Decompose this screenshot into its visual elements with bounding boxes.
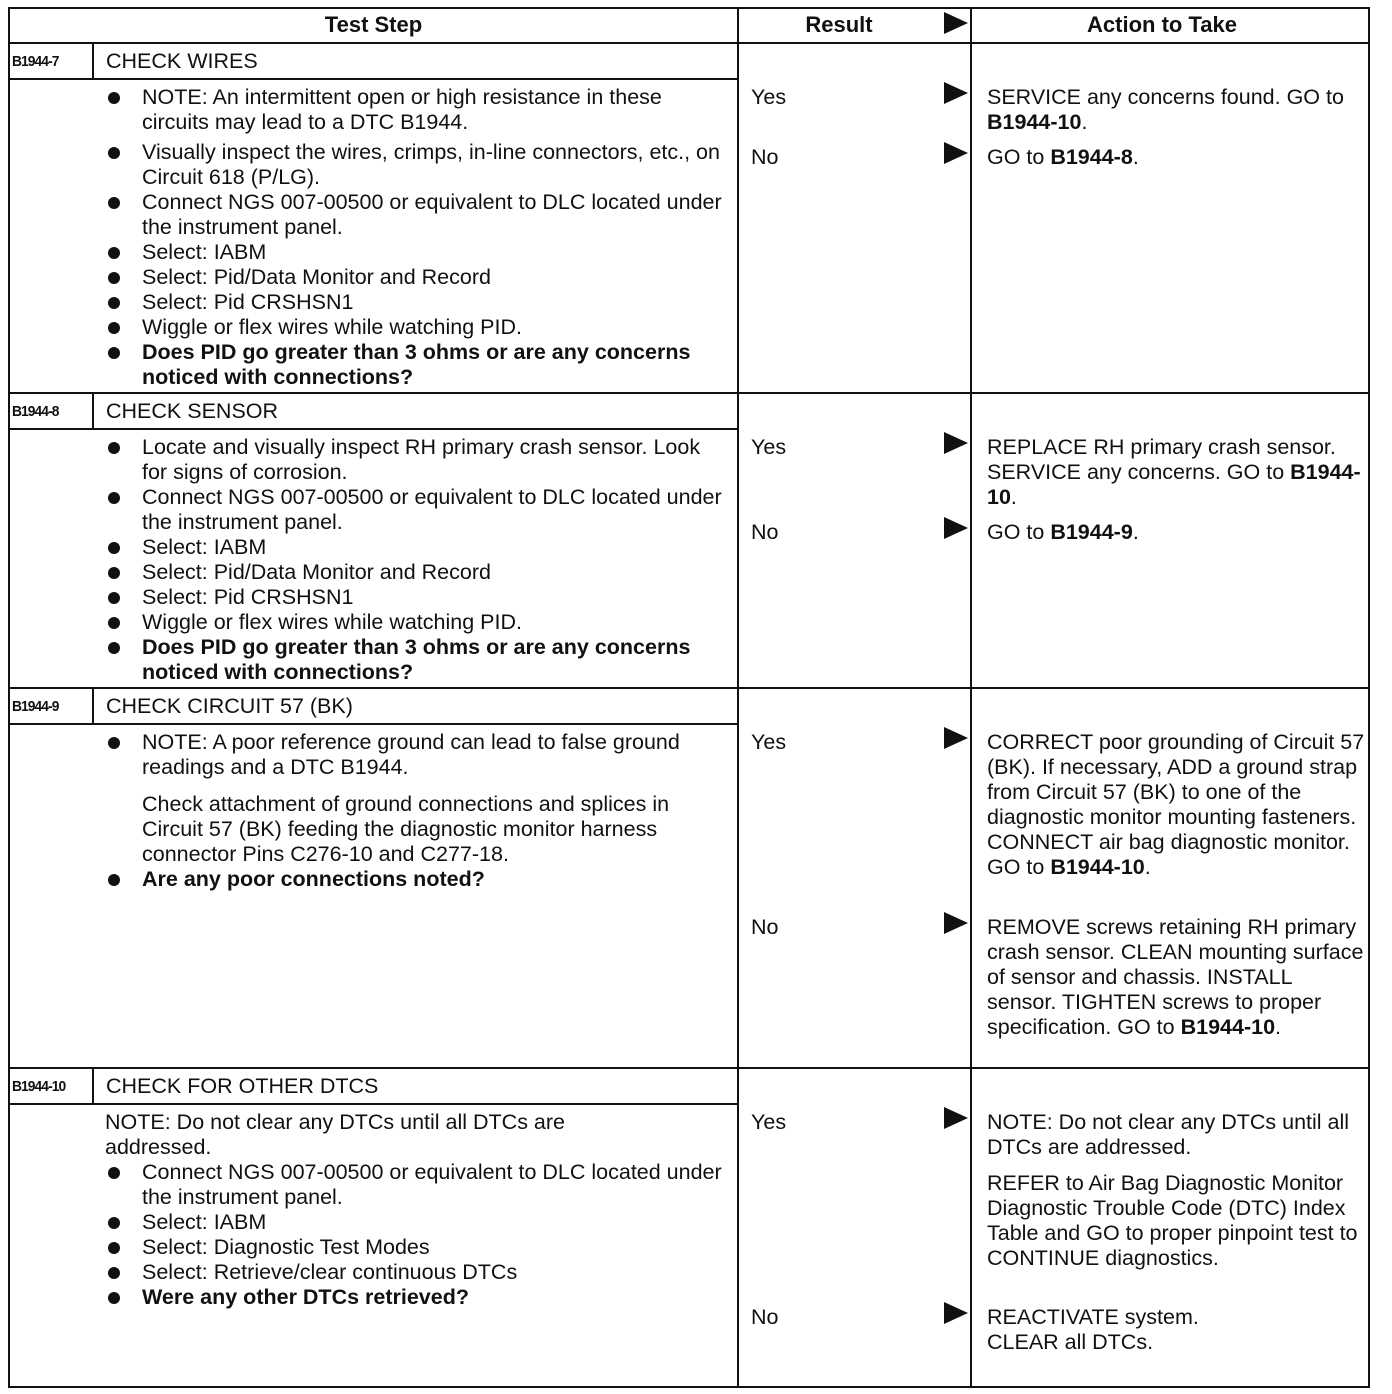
action-text: SERVICE any concerns found. GO to [987,85,1344,109]
step-instructions [105,730,730,892]
action-yes: REPLACE RH primary crash sensor. SERVICE any concerns. GO to B1944-10. [987,435,1361,509]
action-no: GO to B1944-8. [987,145,1139,169]
action-no: REMOVE screws retaining RH primary crash sensor. CLEAN mounting surface of sensor and chassis. INSTALL sensor. TIGHTEN screws to proper specification. GO to B1944-10. [987,915,1364,1039]
action-goto: B1944-10 [987,460,1361,509]
step-title: CHECK CIRCUIT 57 (BK) [106,694,353,718]
action-text: GO to [987,145,1051,169]
action-note: NOTE: Do not clear any DTCs until all DTCs are addressed. [987,1110,1350,1159]
result-arrow-icon [944,727,968,749]
action-yes: SERVICE any concerns found. GO to B1944-10. [987,85,1344,134]
step-code: B1944-8 [12,403,59,420]
step-code-divider [92,394,94,428]
bullet-item: Wiggle or flex wires while watching PID. [105,610,730,635]
step-code: B1944-7 [12,53,59,70]
action-goto: B1944-8 [1050,145,1133,169]
bullet-question: Are any poor connections noted? [105,867,730,892]
table-right-border [1368,7,1370,1388]
action-goto: B1944-9 [1050,520,1133,544]
result-no: No [751,1305,779,1329]
table-bottom-border [8,1386,1370,1388]
bullet-item: Select: Retrieve/clear continuous DTCs [105,1260,730,1285]
bullet-item: Select: Pid CRSHSN1 [105,290,730,315]
step-code-divider [92,1069,94,1103]
result-yes: Yes [751,1110,787,1134]
action-no: GO to B1944-9. [987,520,1139,544]
result-arrow-icon [944,912,968,934]
action-no [987,1305,1247,1366]
action-yes [987,1110,1365,1282]
bullet-question: Does PID go greater than 3 ohms or are any concerns noticed with connections? [105,635,730,685]
bullet-item: Connect NGS 007-00500 or equivalent to DLC located under the instrument panel. [105,190,730,240]
step-code-divider [92,689,94,723]
result-no: No [751,520,779,544]
result-arrow-icon [944,517,968,539]
bullet-item: Select: Pid CRSHSN1 [105,585,730,610]
step-code-divider [92,44,94,78]
result-arrow-icon [944,142,968,164]
header-action: Action to Take [1087,12,1237,37]
column-divider-action [970,7,972,1388]
action-text: GO to [987,520,1051,544]
step-title: CHECK WIRES [106,49,258,73]
result-arrow-icon [944,432,968,454]
action-text: REPLACE RH primary crash sensor. SERVICE any concerns. GO to [987,435,1336,484]
action-yes: CORRECT poor grounding of Circuit 57 (BK). If necessary, ADD a ground strap from Circuit 57 (BK) to one of the diagnostic monitor mounting fasteners. CONNECT air bag diagnostic monitor. GO to B1944-10. [987,730,1365,879]
step-code: B1944-10 [12,1078,66,1095]
result-no: No [751,915,779,939]
bullet-item: NOTE: An intermittent open or high resistance in these circuits may lead to a DTC B1944. [105,85,730,135]
header-result: Result [805,12,873,37]
action-text: REACTIVATE system. CLEAR all DTCs. [987,1305,1199,1354]
result-no: No [751,145,779,169]
step-title: CHECK FOR OTHER DTCS [106,1074,379,1098]
action-text: REFER to Air Bag Diagnostic Monitor Diagnostic Trouble Code (DTC) Index Table and GO to proper pinpoint test to CONTINUE diagnostics. [987,1171,1358,1270]
action-goto: B1944-10 [1180,1015,1276,1039]
result-arrow-icon [944,1302,968,1324]
action-goto: B1944-10 [987,110,1082,134]
bullet-item: Wiggle or flex wires while watching PID. [105,315,730,340]
action-text: REMOVE screws retaining RH primary crash sensor. CLEAN mounting surface of sensor and chassis. INSTALL sensor. TIGHTEN screws to proper specification. GO to [987,915,1364,1039]
bullet-item: Visually inspect the wires, crimps, in-line connectors, etc., on Circuit 618 (P/LG). [105,140,730,190]
bullet-item: Select: IABM [105,1210,730,1235]
result-arrow-icon [944,1107,968,1129]
check-instruction: Check attachment of ground connections and splices in Circuit 57 (BK) feeding the diagnostic monitor harness connector Pins C276-10 and C277-18. [142,792,670,866]
step-instructions [105,435,730,685]
result-yes: Yes [751,730,787,754]
step-instructions [105,1110,730,1310]
bullet-note: NOTE: A poor reference ground can lead to false ground readings and a DTC B1944. [105,730,730,780]
bullet-item: Select: Pid/Data Monitor and Record [105,265,730,290]
bullet-item: Select: IABM [105,535,730,560]
header-arrow-icon [944,12,968,34]
column-divider-result [737,7,739,1388]
table-left-border [8,7,10,1388]
bullet-item: Select: IABM [105,240,730,265]
action-goto: B1944-10 [1050,855,1145,879]
step-instructions [105,85,730,390]
step-code: B1944-9 [12,698,59,715]
step-note: NOTE: Do not clear any DTCs until all DTCs are addressed. [105,1110,565,1159]
header-test-step: Test Step [324,12,423,37]
result-yes: Yes [751,435,787,459]
bullet-item: Select: Diagnostic Test Modes [105,1235,730,1260]
bullet-item: Connect NGS 007-00500 or equivalent to DLC located under the instrument panel. [105,1160,730,1210]
bullet-question: Does PID go greater than 3 ohms or are any concerns noticed with connections? [105,340,730,390]
result-yes: Yes [751,85,787,109]
step-title: CHECK SENSOR [106,399,279,423]
bullet-question: Were any other DTCs retrieved? [105,1285,730,1310]
bullet-item: Connect NGS 007-00500 or equivalent to DLC located under the instrument panel. [105,485,730,535]
action-text: CORRECT poor grounding of Circuit 57 (BK). If necessary, ADD a ground strap from Circuit 57 (BK) to one of the diagnostic monitor mounting fasteners. CONNECT air bag diagnostic monitor. GO to [987,730,1365,879]
bullet-item: Select: Pid/Data Monitor and Record [105,560,730,585]
bullet-item: Locate and visually inspect RH primary crash sensor. Look for signs of corrosion. [105,435,730,485]
result-arrow-icon [944,82,968,104]
